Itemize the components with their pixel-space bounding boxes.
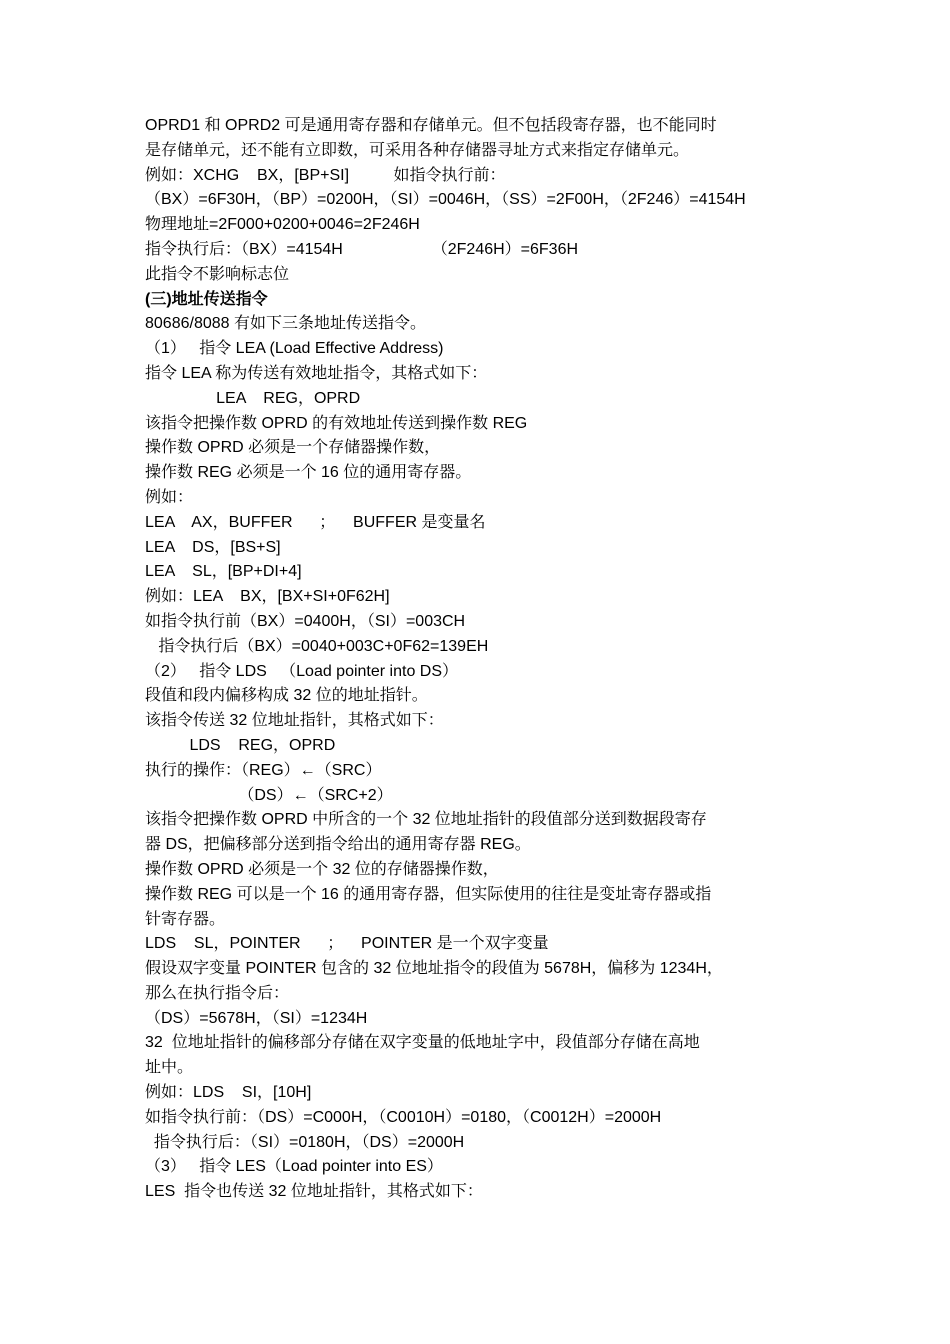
text-line: 例如：LDS SI，[10H]: [145, 1084, 312, 1102]
text-line: 针寄存器。: [145, 910, 226, 928]
text-line: 操作数 OPRD 必须是一个 32 位的存储器操作数，: [145, 860, 499, 878]
code-line: LEA REG，OPRD: [145, 389, 361, 407]
text-line: 操作数 REG 必须是一个 16 位的通用寄存器。: [145, 464, 472, 482]
text-line: 此指令不影响标志位: [145, 265, 290, 283]
text-line: 该指令把操作数 OPRD 中所含的一个 32 位地址指针的段值部分送到数据段寄存: [145, 811, 707, 829]
text-line: 指令 LEA 称为传送有效地址指令，其格式如下：: [145, 364, 488, 382]
subsection-heading: （1） 指令 LEA (Load Effective Address): [145, 340, 444, 358]
text-line: 操作数 REG 可以是一个 16 的通用寄存器，但实际使用的往往是变址寄存器或指: [145, 885, 712, 903]
code-line: LEA SL，[BP+DI+4]: [145, 563, 302, 581]
text-line: 例如：: [145, 488, 194, 506]
code-line: LDS SL，POINTER ； POINTER 是一个双字变量: [145, 935, 549, 953]
text-line: 那么在执行指令后：: [145, 984, 290, 1002]
text-line: 80686/8088 有如下三条地址传送指令。: [145, 315, 426, 333]
subsection-heading: （3） 指令 LES（Load pointer into ES）: [145, 1158, 443, 1176]
text-line: 指令执行后（BX）=0040+003C+0F62=139EH: [145, 637, 489, 655]
text-line: 执行的操作：（REG）←（SRC）: [145, 761, 382, 779]
text-line: 该指令传送 32 位地址指针，其格式如下：: [145, 712, 444, 730]
text-line: 段值和段内偏移构成 32 位的地址指针。: [145, 687, 428, 705]
text-line: 址中。: [145, 1059, 194, 1077]
text-line: 物理地址=2F000+0200+0046=2F246H: [145, 216, 420, 234]
text-line: 器 DS，把偏移部分送到指令给出的通用寄存器 REG。: [145, 836, 531, 854]
text-line: 假设双字变量 POINTER 包含的 32 位地址指令的段值为 5678H，偏移为 1234H，: [145, 960, 723, 978]
text-line: （DS）←（SRC+2）: [145, 786, 393, 804]
text-line: （BX）=6F30H，（BP）=0200H，（SI）=0046H，（SS）=2F00H，（2F246）=4154H: [145, 191, 746, 209]
text-line: （DS）=5678H，（SI）=1234H: [145, 1009, 368, 1027]
document-body: [145, 114, 810, 1205]
text-line: 如指令执行前：（DS）=C000H，（C0010H）=0180，（C0012H）=2000H: [145, 1108, 662, 1126]
text-line: 例如：XCHG BX，[BP+SI] 如指令执行前：: [145, 166, 506, 184]
text-line: 指令执行后：（BX）=4154H （2F246H）=6F36H: [145, 240, 579, 258]
text-line: 例如：LEA BX，[BX+SI+0F62H]: [145, 588, 390, 606]
text-line: 是存储单元，还不能有立即数，可采用各种存储器寻址方式来指定存储单元。: [145, 141, 690, 159]
text-line: 该指令把操作数 OPRD 的有效地址传送到操作数 REG: [145, 414, 528, 432]
text-line: 32 位地址指针的偏移部分存储在双字变量的低地址字中，段值部分存储在高地: [145, 1034, 700, 1052]
subsection-heading: （2） 指令 LDS （Load pointer into DS）: [145, 662, 459, 680]
section-heading: (三)地址传送指令: [145, 290, 268, 308]
text-line: 如指令执行前（BX）=0400H，（SI）=003CH: [145, 612, 466, 630]
text-line: LES 指令也传送 32 位地址指针，其格式如下：: [145, 1183, 483, 1201]
code-line: LEA DS，[BS+S]: [145, 538, 281, 556]
text-line: 指令执行后：（SI）=0180H，（DS）=2000H: [145, 1133, 465, 1151]
code-line: LDS REG，OPRD: [145, 736, 336, 754]
text-line: OPRD1 和 OPRD2 可是通用寄存器和存储单元。但不包括段寄存器，也不能同时: [145, 117, 717, 134]
code-line: LEA AX，BUFFER ； BUFFER 是变量名: [145, 513, 486, 531]
text-line: 操作数 OPRD 必须是一个存储器操作数，: [145, 439, 441, 457]
